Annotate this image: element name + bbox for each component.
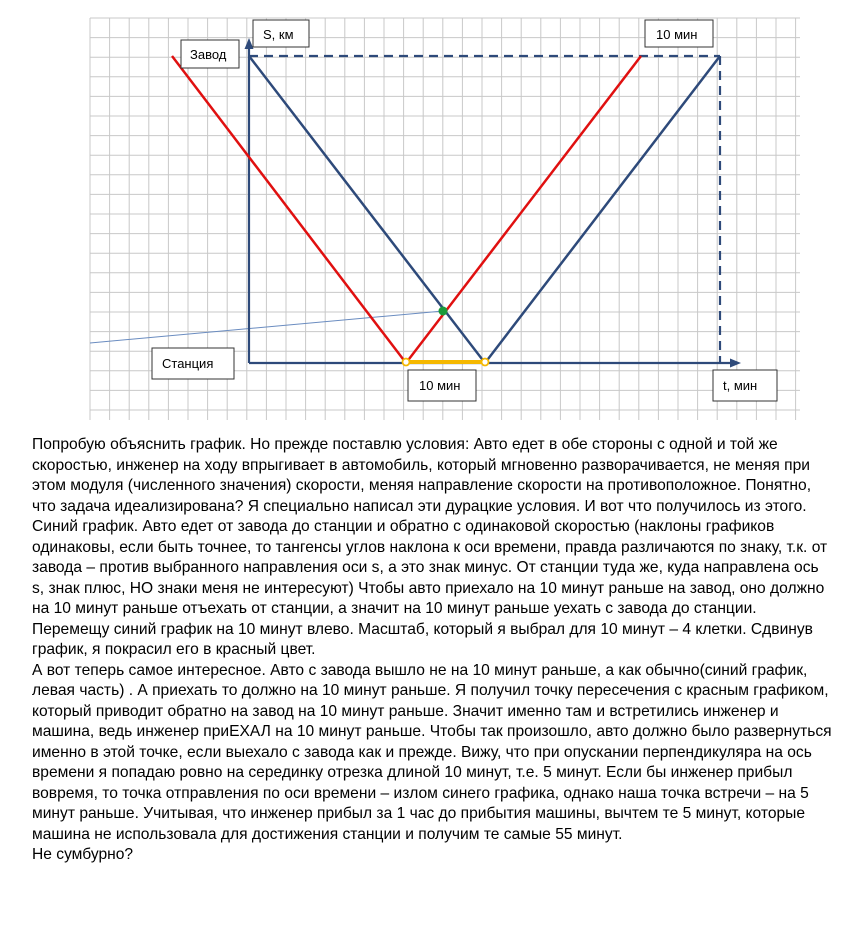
red-graph xyxy=(172,56,641,363)
segment-start-point xyxy=(403,359,410,366)
svg-text:Станция: Станция xyxy=(162,356,214,371)
t-axis-label xyxy=(713,370,777,401)
svg-text:10 мин: 10 мин xyxy=(656,27,698,42)
s-axis-arrow xyxy=(245,38,254,49)
s-axis-label xyxy=(253,20,309,47)
intersection-point xyxy=(439,307,448,316)
paragraph-interesting: А вот теперь самое интересное. Авто с завода вышло не на 10 минут раньше, а как обычно(синий график, левая часть) . А приехать то должно на 10 минут раньше. Я получил точку пересечения с красным графиком, который приводит обратно на завод на 10 минут раньше. Значит именно там и встретились инженер и машина, ведь инженер приЕХАЛ на 10 минут раньше. Чтобы так произошло, авто должно было развернуться именно в этой точке, если выехало с завода как и прежде. Вижу, что при опускании перпендикуляра на ось времени я попадаю ровно на серединку отрезка длиной 10 минут, т.е. 5 минут. Если бы инженер прибыл вовремя, то точка отправления по оси времени – излом синего графика, однако наша точка встречи – на 5 минут раньше. Учитывая, что инженер прибыл за 1 час до прибытия машины, вычтем те 5 минут, которые машина не использовала для достижения станции и получим те самые 55 минут. xyxy=(32,661,832,843)
blue-graph xyxy=(249,56,720,363)
paragraph-conditions: Попробую объяснить график. Но прежде поставлю условия: Авто едет в обе стороны с одной и той же скоростью, инженер на ходу впрыгивает в автомобиль, который мгновенно разворачивается, не меняя при этом модуля (численного значения) скорости, меняя направление скорости на противоположное. Понятно, что задача идеализирована? Я специально написал эти дурацкие условия. И вот что получилось из этого. xyxy=(32,436,812,515)
t-axis-arrow xyxy=(730,359,741,368)
factory-label xyxy=(181,40,239,68)
graph-diagram xyxy=(0,0,850,430)
svg-text:S, км: S, км xyxy=(263,27,294,42)
station-label xyxy=(152,348,234,379)
paragraph-blue-graph: Синий график. Авто едет от завода до станции и обратно с одинаковой скоростью (наклоны графиков одинаковы, если быть точнее, то тангенсы углов наклона к оси времени, правда различаются по знаку, т.к. от завода – против выбранного направления оси s, а это знак минус. От станции туда же, куда направлена ось s, знак плюс, НО знаки меня не интересуют) Чтобы авто приехало на 10 минут раньше на завод, оно должно на 10 минут раньше отъехать от станции, а значит на 10 минут раньше уехать с завода до станции. Перемещу синий график на 10 минут влево. Масштаб, который я выбрал для 10 минут – 4 клетки. Сдвинув график, я покрасил его в красный цвет. xyxy=(32,518,828,658)
top-10min-label xyxy=(645,20,713,47)
svg-text:t, мин: t, мин xyxy=(723,378,758,393)
svg-text:Завод: Завод xyxy=(190,47,227,62)
paragraph-question: Не сумбурно? xyxy=(32,846,134,863)
bottom-10min-label xyxy=(408,370,476,401)
svg-text:10 мин: 10 мин xyxy=(419,378,461,393)
segment-end-point xyxy=(482,359,489,366)
explanation-text xyxy=(32,435,832,866)
